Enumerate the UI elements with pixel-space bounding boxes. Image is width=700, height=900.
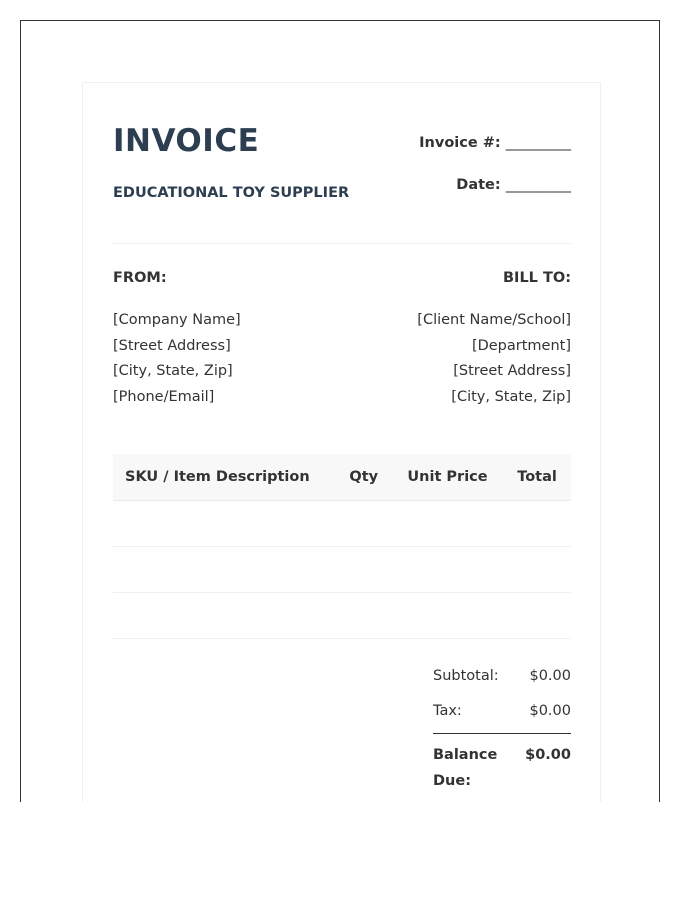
subtotal-label: Subtotal: — [433, 668, 499, 684]
item-qty-cell[interactable] — [336, 501, 392, 547]
from-phone-email[interactable]: [Phone/Email] — [113, 388, 215, 405]
item-unit-price-cell[interactable] — [392, 501, 503, 547]
bill-to-address — [417, 308, 571, 410]
line-items-table — [113, 454, 571, 639]
item-total-cell[interactable] — [503, 501, 571, 547]
item-qty-cell[interactable] — [336, 547, 392, 593]
bill-to-street-address[interactable]: [Street Address] — [453, 363, 571, 379]
item-total-cell[interactable] — [503, 547, 571, 593]
from-city-state-zip[interactable]: [City, State, Zip] — [113, 363, 233, 379]
invoice-number-row — [419, 133, 571, 153]
totals-section — [433, 666, 571, 794]
balance-due-row — [433, 742, 571, 794]
from-address — [113, 308, 241, 410]
date-field[interactable]: _________ — [505, 177, 571, 193]
invoice-number-field[interactable]: _________ — [505, 135, 571, 151]
invoice-document — [82, 82, 601, 802]
subtotal-row — [433, 666, 571, 686]
table-row — [113, 547, 571, 593]
invoice-number-label: Invoice #: — [419, 135, 501, 151]
column-header-description: SKU / Item Description — [113, 454, 336, 501]
invoice-title: INVOICE — [113, 123, 260, 159]
tax-value: $0.00 — [529, 703, 571, 719]
column-header-unit-price: Unit Price — [392, 454, 503, 501]
header-divider — [113, 243, 571, 244]
column-header-qty: Qty — [336, 454, 392, 501]
totals-divider — [433, 733, 571, 734]
invoice-date-row — [456, 175, 571, 195]
bill-to-client-name[interactable]: [Client Name/School] — [417, 312, 571, 328]
item-qty-cell[interactable] — [336, 593, 392, 639]
table-row — [113, 501, 571, 547]
table-header-row — [113, 454, 571, 501]
item-unit-price-cell[interactable] — [392, 593, 503, 639]
bill-to-city-state-zip[interactable]: [City, State, Zip] — [451, 388, 571, 405]
bill-to-heading: BILL TO: — [503, 270, 571, 286]
item-description-cell[interactable] — [113, 501, 336, 547]
tax-row — [433, 701, 571, 721]
bill-to-department[interactable]: [Department] — [471, 337, 571, 354]
page-frame — [20, 20, 660, 802]
balance-due-value: $0.00 — [525, 747, 571, 763]
item-description-cell[interactable] — [113, 593, 336, 639]
from-company-name[interactable]: [Company Name] — [113, 312, 241, 328]
from-street-address[interactable]: [Street Address] — [113, 337, 231, 354]
item-description-cell[interactable] — [113, 547, 336, 593]
supplier-name: EDUCATIONAL TOY SUPPLIER — [113, 185, 350, 201]
subtotal-value: $0.00 — [529, 668, 571, 684]
date-label: Date: — [456, 177, 501, 193]
item-unit-price-cell[interactable] — [392, 547, 503, 593]
table-row — [113, 593, 571, 639]
column-header-total: Total — [503, 454, 571, 501]
from-heading: FROM: — [113, 270, 167, 286]
balance-due-label: Balance Due: — [433, 747, 498, 789]
item-total-cell[interactable] — [503, 593, 571, 639]
tax-label: Tax: — [433, 703, 462, 719]
